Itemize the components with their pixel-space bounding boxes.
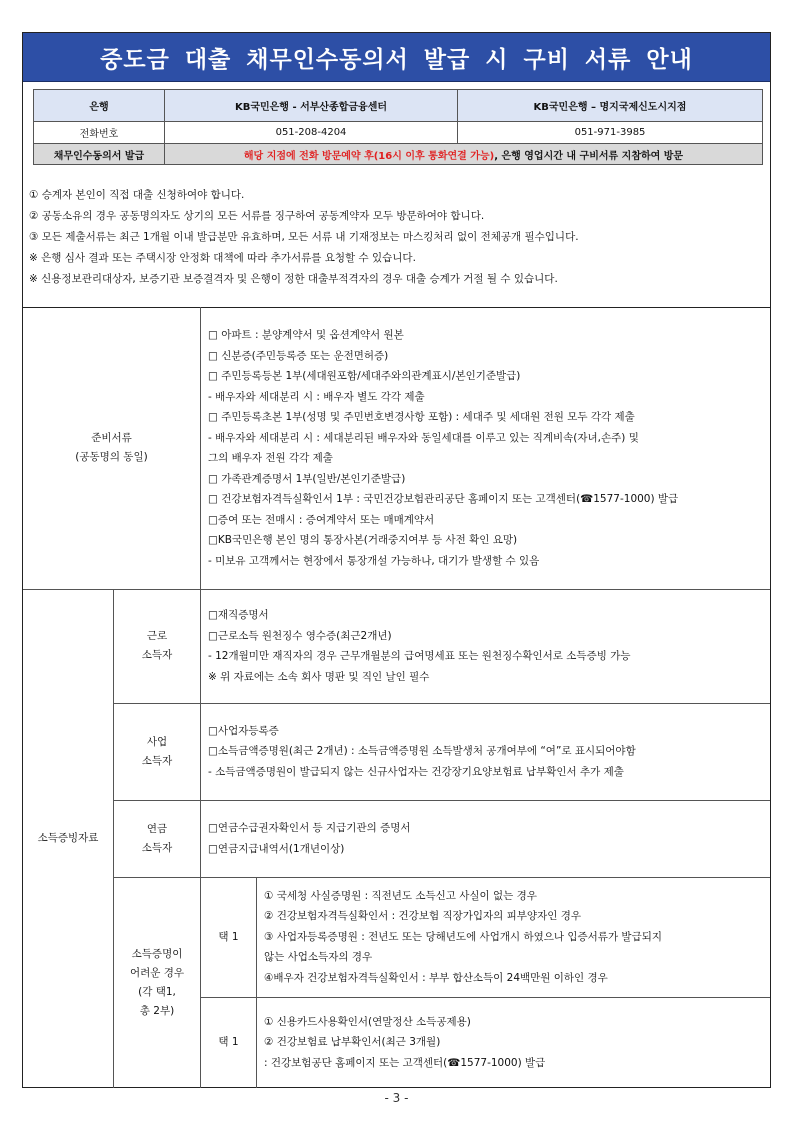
page-number: - 3 - [384,1091,409,1105]
option-item: ④배우자 건강보험자격득실확인서 : 부부 합산소득이 24백만원 이하인 경우 [264,971,608,984]
bank-label: 은행 [34,90,165,122]
note-item: ※ 신용정보관리대상자, 보증기관 보증결격자 및 은행이 정한 대출부적격자의 경우 대출 승계가 거절 될 수 있습니다. [29,273,558,285]
checklist-item: □소득금액증명원(최근 2개년) : 소득금액증명원 소득발생처 공개여부에 “여”로 표시되어야함 [208,745,636,758]
issue-rest: , 은행 영업시간 내 구비서류 지참하여 방문 [494,150,684,162]
option-2-content [257,997,770,1088]
checklist-item: ※ 위 자료에는 소속 회사 명판 및 직인 날인 필수 [208,670,430,683]
group-label-line: 소득자 [141,649,173,661]
business-income-label [114,703,200,800]
documents-grid [23,307,770,1088]
issue-label: 채무인수동의서 발급 [34,144,165,165]
prep-docs-content [201,307,770,589]
option-item: ① 국세청 사실증명원 : 직전년도 소득신고 사실이 없는 경우 [264,889,537,902]
bank1-phone: 051-208-4204 [165,122,458,144]
group-label-line: 소득자 [141,841,173,854]
note-item: ① 승계자 본인이 직접 대출 신청하여야 합니다. [29,189,245,201]
checklist-item: □ 주민등록초본 1부(성명 및 주민번호변경사항 포함) : 세대주 및 세대원 전원 모두 각각 제출 [208,411,635,423]
checklist-item: □증여 또는 전매시 : 증여계약서 또는 매매계약서 [208,513,435,526]
prep-docs-label-line: (공동명의 동일) [75,451,148,463]
checklist-item: - 배우자와 세대분리 시 : 배우자 별도 각각 제출 [208,390,425,403]
group-label-line: 근로 [146,630,168,642]
checklist-item: □연금수급권자확인서 등 지급기관의 증명서 [208,822,411,834]
difficult-label-line: 어려운 경우 [129,966,185,979]
checklist-item: □연금지급내역서(1개년이상) [208,842,345,855]
checklist-item: - 배우자와 세대분리 시 : 세대분리된 배우자와 동일세대를 이루고 있는 직계비속(자녀,손주) 및 [208,431,639,444]
option-item: ③ 사업자등록증명원 : 전년도 또는 당해년도에 사업개시 하였으나 입증서류가 발급되지 [264,930,662,943]
issue-instructions [165,144,763,165]
checklist-item: - 12개월미만 재직자의 경우 근무개월분의 급여명세표 또는 원천징수확인서로 소득증빙 가능 [208,650,631,662]
checklist-item: □재직증명서 [208,609,269,621]
option-1-content [257,877,770,997]
option-item: 않는 사업소득자의 경우 [264,951,373,964]
difficult-label-line: (각 택1, [138,985,176,998]
option-item: ② 건강보험료 납부확인서(최근 3개월) [264,1036,441,1049]
group-label-line: 연금 [146,822,168,835]
employment-income-label [114,589,200,703]
note-item: ② 공동소유의 경우 공동명의자도 상기의 모든 서류를 징구하여 공동계약자 모두 방문하여야 합니다. [29,210,485,222]
checklist-item: □근로소득 원천징수 영수증(최근2개년) [208,629,392,642]
group-label-line: 소득자 [141,754,173,767]
bank-header-row [34,90,763,122]
bank1-name: KB국민은행 - 서부산종합금융센터 [165,90,458,122]
employment-income-content [201,589,770,703]
document-frame [22,32,771,1088]
checklist-item: □ 가족관계증명서 1부(일반/본인기준발급) [208,472,406,485]
bank2-phone: 051-971-3985 [458,122,763,144]
checklist-item: □사업자등록증 [208,724,279,737]
bank-info-table [33,89,763,165]
checklist-item: □ 아파트 : 분양계약서 및 옵션계약서 원본 [208,329,404,341]
issue-row [34,144,763,165]
difficult-label-line: 총 2부) [139,1004,175,1017]
notes-list [29,185,759,290]
page-title: 중도금 대출 채무인수동의서 발급 시 구비 서류 안내 [23,33,770,82]
checklist-item: - 미보유 고객께서는 현장에서 통장개설 가능하나, 대기가 발생할 수 있음 [208,554,540,567]
phone-row [34,122,763,144]
checklist-item: □ 주민등록등본 1부(세대원포함/세대주와의관계표시/본인기준발급) [208,370,521,382]
note-item: ※ 은행 심사 결과 또는 주택시장 안정화 대책에 따라 추가서류를 요청할 수 있습니다. [29,252,416,264]
choice-label: 택 1 [218,1036,239,1048]
checklist-item: 그의 배우자 전원 각각 제출 [208,452,333,464]
income-docs-label: 소득증빙자료 [37,832,99,844]
pension-income-label [114,800,200,877]
note-item: ③ 모든 제출서류는 최근 1개월 이내 발급분만 유효하며, 모든 서류 내 기재정보는 마스킹처리 없이 전체공개 필수입니다. [29,231,579,243]
group-label-line: 사업 [146,735,168,748]
phone-label: 전화번호 [34,122,165,144]
bank2-name: KB국민은행 – 명지국제신도시지점 [458,90,763,122]
issue-highlight: 해당 지점에 전화 방문예약 후(16시 이후 통화연결 가능) [243,150,495,162]
difficult-label-line: 소득증명이 [131,947,183,960]
option-item: ② 건강보험자격득실확인서 : 건강보험 직장가입자의 피부양자인 경우 [264,910,581,923]
checklist-item: □KB국민은행 본인 명의 통장사본(거래중지여부 등 사전 확인 요망) [208,534,518,546]
business-income-content [201,703,770,800]
checklist-item: - 소득금액증명원이 발급되지 않는 신규사업자는 건강장기요양보험료 납부확인서 추가 제출 [208,765,624,778]
difficult-proof-label [114,877,200,1088]
choice-label: 택 1 [218,930,239,943]
prep-docs-label-line: 준비서류 [91,432,132,444]
pension-income-content [201,800,770,877]
checklist-item: □ 신분증(주민등록증 또는 운전면허증) [208,349,389,362]
prep-docs-label [23,307,200,589]
option-item: : 건강보험공단 홈페이지 또는 고객센터(☎1577-1000) 발급 [264,1056,546,1069]
option-item: ① 신용카드사용확인서(연말정산 소득공제용) [264,1015,471,1028]
checklist-item: □ 건강보험자격득실확인서 1부 : 국민건강보험관리공단 홈페이지 또는 고객센터(☎1577-1000) 발급 [208,493,679,505]
